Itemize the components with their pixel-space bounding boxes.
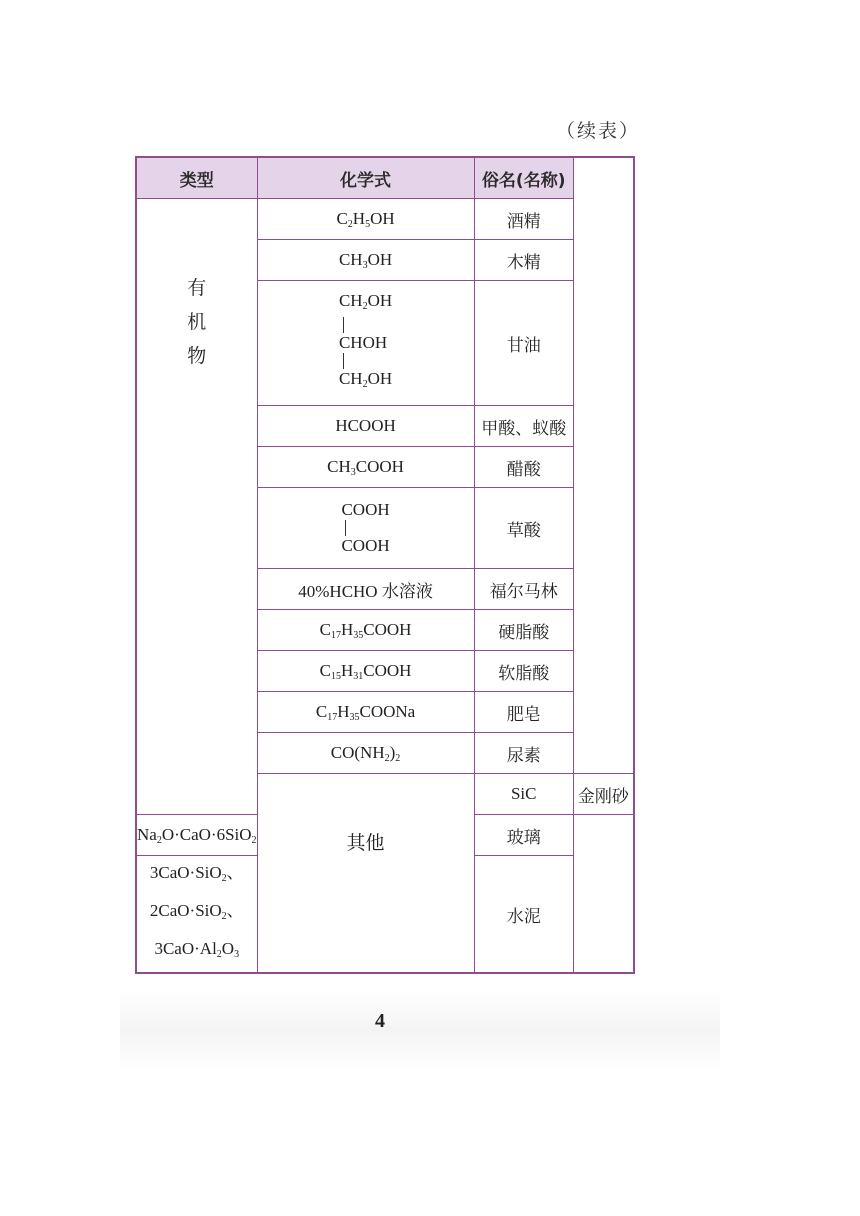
formula-cell: 3CaO·SiO$_2$、 2CaO·SiO$_2$、 $3CaO\cdot Al_2O_3$ (136, 856, 257, 974)
formula-cell: $CO(NH_2)_2$ (257, 733, 474, 774)
formula-cell: $C_{15}H_{31}COOH$ (257, 651, 474, 692)
name-cell: 醋酸 (474, 447, 573, 488)
continued-label: （续表） (555, 120, 640, 142)
category-other (257, 774, 474, 974)
formula-cell: $C_{17}H_{35}COOH$ (257, 610, 474, 651)
formula-cell: HCOOH (257, 406, 474, 447)
name-cell: 草酸 (474, 488, 573, 569)
formula-cell: $CH_3OH$ (257, 240, 474, 281)
formula-cell: $C_{17}H_{35}COONa$ (257, 692, 474, 733)
name-cell: 尿素 (474, 733, 573, 774)
name-cell: 木精 (474, 240, 573, 281)
oxalic-structure: COOH COOH (341, 500, 390, 555)
name-cell: 硬脂酸 (474, 610, 573, 651)
formula-cell: $CH_3COOH$ (257, 447, 474, 488)
formula-cell (257, 488, 474, 569)
name-cell: 金刚砂 (573, 774, 634, 815)
compound-table (135, 156, 635, 974)
formula-cell: SiC (474, 774, 573, 815)
category-other-label: 其他 (346, 832, 385, 854)
name-cell: 肥皂 (474, 692, 573, 733)
formula-cell (257, 281, 474, 406)
name-cell: 甘油 (474, 281, 573, 406)
formula-cell: $C_2H_5OH$ (257, 199, 474, 240)
name-cell: 水泥 (474, 856, 573, 974)
name-cell: 福尔马林 (474, 569, 573, 610)
table-row (136, 199, 634, 240)
category-organic-label: 有机物 (187, 276, 207, 367)
formula-cell: 40%HCHO 水溶液 (257, 569, 474, 610)
name-cell: 软脂酸 (474, 651, 573, 692)
formula-cell: $Na_2O\cdot CaO\cdot 6SiO_2$ (136, 815, 257, 856)
header-formula: 化学式 (257, 157, 474, 199)
header-type: 类型 (136, 157, 257, 199)
header-row (136, 157, 634, 199)
name-cell: 甲酸、蚁酸 (474, 406, 573, 447)
name-cell: 酒精 (474, 199, 573, 240)
category-organic (136, 199, 257, 815)
glycerol-structure: $CH_2OH$ CHOH $CH_2OH$ (338, 291, 393, 390)
header-name: 俗名(名称) (474, 157, 573, 199)
page-shadow (120, 990, 720, 1070)
page-number: 4 (375, 1010, 385, 1032)
name-cell: 玻璃 (474, 815, 573, 856)
